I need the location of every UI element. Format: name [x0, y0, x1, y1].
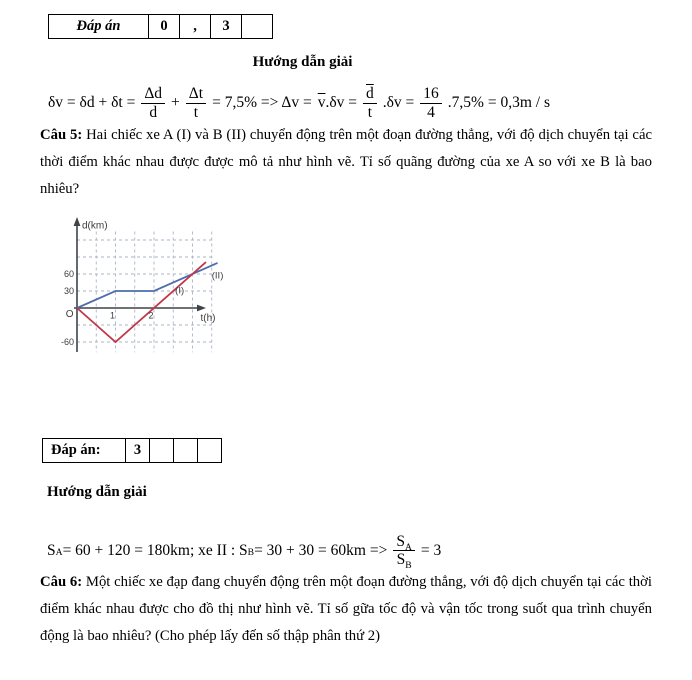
fraction: $\frac{\Delta d}{d}$ [141, 85, 165, 122]
y-axis-arrow [74, 217, 81, 226]
question-6-paragraph [40, 569, 652, 650]
formula-text: $\overline{v}$ .δv = [317, 94, 357, 112]
y-tick-label: 30 [63, 285, 74, 296]
solution-heading-1: Hướng dẫn giải [252, 54, 353, 70]
answer-table-2-label: Đáp án: [43, 438, 126, 462]
fraction: $\frac{S_A}{S_B}$ [393, 533, 415, 570]
question-6-label: Câu 6: [40, 574, 83, 591]
formula-text: δv = δd + δt = [48, 94, 136, 112]
question-5-paragraph [40, 122, 652, 203]
formula-velocity-error [48, 85, 652, 122]
formula-text: = 7,5% => Δv = [212, 94, 312, 112]
formula-text: = 3 [420, 541, 442, 559]
x-tick-label: 1 [109, 310, 116, 321]
y-tick-label: -60 [60, 336, 74, 347]
formula-text: .7,5% = 0,3m / s [447, 94, 550, 112]
answer-digit-cell [174, 438, 198, 462]
table-row [43, 438, 222, 462]
x-axis-label: t(h) [200, 312, 216, 324]
series-label: (II) [211, 270, 224, 282]
y-tick-label: 60 [63, 268, 74, 279]
graph-canvas [57, 211, 253, 361]
table-row [49, 15, 273, 39]
fraction: $\frac{\overline{d}}{t}$ [363, 85, 377, 122]
solution-heading-2: Hướng dẫn giải [47, 483, 147, 500]
answer-digit-cell: 3 [211, 15, 242, 39]
formula-distance-ratio [47, 533, 652, 570]
formula-text: .δv = [382, 94, 415, 112]
answer-table-2 [42, 438, 222, 463]
fraction: $\frac{16}{4}$ [420, 85, 442, 122]
x-axis-arrow [197, 304, 206, 311]
answer-digit-cell [242, 15, 273, 39]
answer-digit-cell [198, 438, 222, 462]
fraction: $\frac{\Delta t}{t}$ [186, 85, 206, 122]
displacement-time-graph [57, 211, 253, 361]
answer-digit-cell [150, 438, 174, 462]
answer-table-1 [48, 14, 273, 39]
y-axis-label: d(km) [82, 220, 108, 232]
question-5-text: Hai chiếc xe A (I) và B (II) chuyển động trên một đoạn đường thẳng, với độ dịch chuyển tại các thời điểm khác nhau được được mô tả như hình vẽ. Tỉ số quãng đường của xe A so với xe B là bao nhiêu? [40, 126, 652, 197]
answer-digit-cell: 3 [126, 438, 150, 462]
formula-text: + [171, 94, 180, 112]
x-tick-label: 2 [148, 310, 154, 321]
origin-label: O [65, 308, 74, 320]
question-6-text: Một chiếc xe đạp đang chuyển động trên một đoạn đường thẳng, với độ dịch chuyển tại các thời điểm khác nhau được cho đồ thị như hình vẽ. Tỉ số gữa tốc độ và vận tốc trong suốt qua trình chuyển động là bao nhiêu? (Cho phép lấy đến số thập phân thứ 2) [40, 574, 652, 645]
answer-table-1-label: Đáp án [49, 15, 149, 39]
answer-separator-cell: , [180, 15, 211, 39]
formula-text: S A = 60 + 120 = 180km; xe II : S B = 30 + 30 = 60km => [47, 541, 388, 559]
question-5-label: Câu 5: [40, 126, 83, 143]
answer-digit-cell: 0 [149, 15, 180, 39]
series-label: (I) [175, 284, 185, 296]
